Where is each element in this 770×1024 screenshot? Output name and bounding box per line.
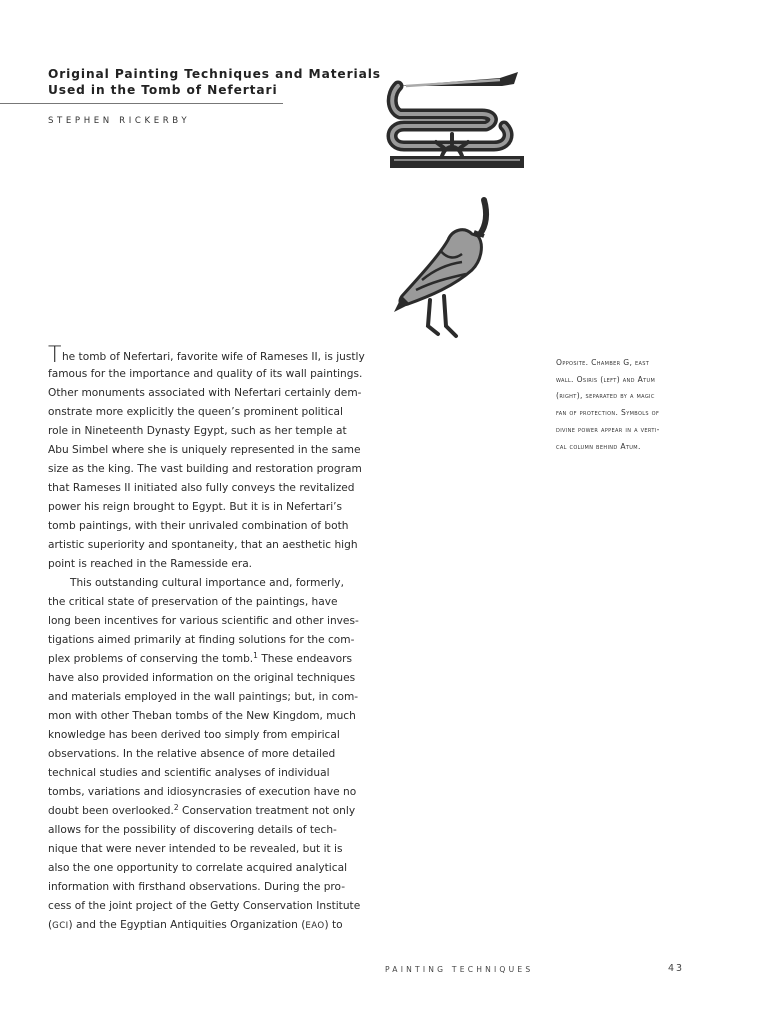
body-line: mon with other Theban tombs of the New Kingdom, much — [48, 710, 356, 722]
caption-line: Opposite. Chamber G, east — [556, 358, 650, 367]
body-line: tomb paintings, with their unrivaled combination of both — [48, 520, 349, 532]
body-line: tigations aimed primarily at finding solutions for the com- — [48, 634, 355, 646]
body-line: doubt been overlooked.$^2$ Conservation treatment not only — [48, 803, 356, 817]
caption-line: cal column behind Atum. — [556, 441, 641, 451]
body-line: power his reign brought to Egypt. But it is in Nefertari’s — [48, 501, 343, 513]
serpent-hieroglyph-icon — [390, 72, 524, 168]
body-line: onstrate more explicitly the queen’s prominent political — [48, 406, 343, 418]
body-line: size as the king. The vast building and restoration program — [48, 463, 362, 475]
body-line: information with firsthand observations. During the pro- — [48, 881, 346, 893]
running-footer: PAINTING TECHNIQUES — [385, 965, 534, 974]
article-author: STEPHEN RICKERBY — [48, 116, 191, 126]
body-line: that Rameses II initiated also fully conveys the revitalized — [48, 482, 355, 494]
body-line: plex problems of conserving the tomb.$^1$ These endeavors — [48, 651, 353, 665]
body-line: point is reached in the Ramesside era. — [48, 558, 253, 570]
body-line: long been incentives for various scientific and other inves- — [48, 615, 359, 627]
caption-line: fan of protection. Symbols of — [556, 408, 660, 418]
article-body — [48, 343, 368, 935]
body-line: (GCI) and the Egyptian Antiquities Organization (EAO) to — [48, 919, 343, 931]
article-title — [48, 66, 381, 98]
drop-cap: T — [48, 343, 62, 368]
body-line: tombs, variations and idiosyncrasies of execution have no — [48, 786, 357, 798]
body-line: also the one opportunity to correlate acquired analytical — [48, 862, 348, 874]
body-line: the critical state of preservation of the paintings, have — [48, 596, 338, 608]
hieroglyph-illustration — [382, 64, 542, 354]
body-line: knowledge has been derived too simply from empirical — [48, 729, 340, 741]
article-title-line-2: Used in the Tomb of Nefertari — [48, 83, 278, 97]
ibis-bird-hieroglyph-icon — [394, 200, 486, 336]
caption-line: (right), separated by a magic — [556, 391, 655, 401]
footnote-ref-2[interactable]: 2 — [173, 803, 179, 812]
body-line: Abu Simbel where she is uniquely represented in the same — [48, 444, 361, 456]
body-line: Other monuments associated with Nefertari certainly dem- — [48, 387, 362, 399]
figure-caption — [556, 355, 716, 455]
body-line: have also provided information on the original techniques — [48, 672, 356, 684]
page-number: 43 — [668, 963, 685, 974]
body-line: artistic superiority and spontaneity, that an aesthetic high — [48, 539, 358, 551]
body-line: role in Nineteenth Dynasty Egypt, such as her temple at — [48, 425, 347, 437]
body-line: This outstanding cultural importance and, formerly, — [70, 577, 344, 589]
body-line: observations. In the relative absence of more detailed — [48, 748, 336, 760]
body-line: technical studies and scientific analyses of individual — [48, 767, 330, 779]
body-line: allows for the possibility of discovering details of tech- — [48, 824, 337, 836]
body-line: and materials employed in the wall paintings; but, in com- — [48, 691, 359, 703]
body-line: famous for the importance and quality of its wall paintings. — [48, 368, 363, 380]
body-line: cess of the joint project of the Getty Conservation Institute — [48, 900, 361, 912]
caption-line: divine power appear in a verti- — [556, 424, 660, 434]
footnote-ref-1[interactable]: 1 — [253, 651, 258, 660]
title-divider — [0, 103, 283, 104]
acronym-eao: EAO — [305, 921, 325, 931]
article-title-line-1: Original Painting Techniques and Materials — [48, 67, 381, 81]
acronym-gci: GCI — [52, 921, 69, 931]
body-line: nique that were never intended to be revealed, but it is — [48, 843, 343, 855]
body-line: The tomb of Nefertari, favorite wife of Rameses II, is justly — [48, 343, 365, 368]
caption-line: wall. Osiris (left) and Atum — [556, 374, 656, 384]
